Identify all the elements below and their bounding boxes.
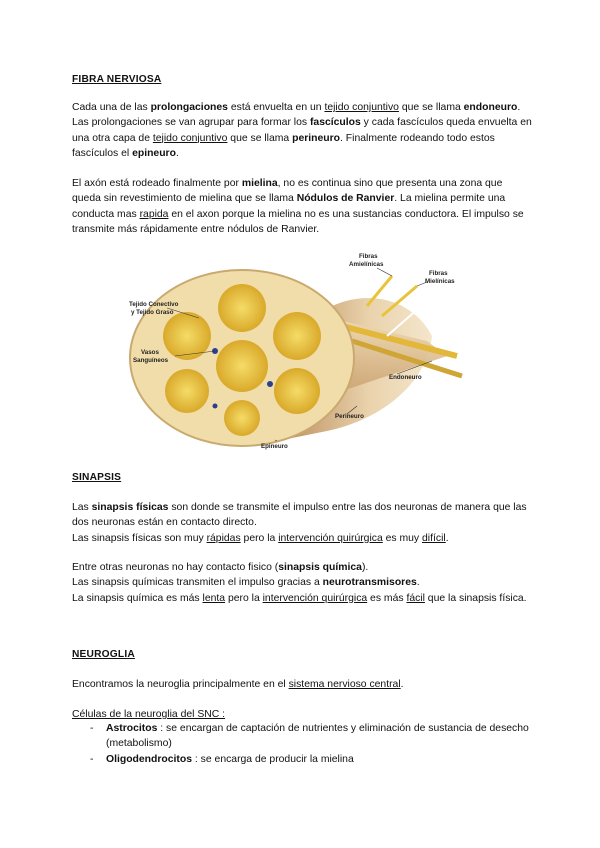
heading-neuroglia: NEUROGLIA [72, 649, 135, 660]
label-tejido-2: y Tejido Graso [131, 309, 174, 316]
underlined-term: tejido conjuntivo [152, 132, 228, 144]
text-run: Las [72, 502, 92, 513]
text-run: y cada fascículos queda envuelta en una otra capa de [72, 117, 532, 144]
fascicle [216, 340, 268, 392]
list-dash: - [90, 753, 94, 765]
blood-vessel [267, 381, 273, 387]
paragraph-sinapsis-1 [72, 500, 532, 546]
list-item-astrocitos [72, 721, 532, 752]
underlined-term: sistema nervioso central [288, 679, 401, 690]
label-fibras-mielinicas-2: Mielínicas [425, 278, 455, 285]
text-run: ). [361, 562, 369, 573]
bold-term: perineuro [292, 132, 341, 144]
label-vasos-1: Vasos [141, 349, 159, 356]
text-run: pero la [240, 532, 279, 544]
bold-term: sinapsis físicas [91, 502, 169, 513]
text-run: Las sinapsis químicas transmiten el impulso gracias a [72, 577, 323, 589]
neuroglia-cell-list [72, 721, 532, 767]
text-run: La sinapsis química es más [72, 592, 203, 604]
nerve-fiber-illustration [127, 246, 471, 454]
bold-term: fascículos [309, 117, 361, 129]
label-fibras-amielinicas-2: Amielínicas [349, 261, 384, 268]
heading-fibra-nerviosa: FIBRA NERVIOSA [72, 74, 162, 85]
desc-oligodendrocitos: : se encarga de producir la mielina [192, 753, 354, 765]
paragraph-fibra-2 [72, 176, 532, 237]
text-run: en el axon porque la mielina no es una sustancias conductora. El impulso se transmite más rápidamente entre nódulos de Ranvier. [72, 208, 524, 235]
text-run: que se llama [227, 132, 293, 144]
blood-vessel [213, 404, 218, 409]
label-vasos-2: Sanguíneos [133, 357, 169, 364]
fascicle [218, 284, 266, 332]
text-run: Entre otras neuronas no hay contacto fisico ( [72, 562, 279, 573]
text-run: pero la [225, 592, 263, 604]
bold-term: prolongaciones [150, 102, 228, 113]
text-run: está envuelta en un [227, 102, 325, 113]
bold-term: Nódulos de Ranvier [296, 193, 395, 205]
text-run: . [445, 532, 449, 544]
bold-term: mielina [241, 178, 278, 189]
underlined-term: intervención quirúrgica [278, 532, 383, 544]
desc-astrocitos: : se encargan de captación de nutrientes y eliminación de sustancia de desecho (metabolismo) [106, 723, 529, 750]
term-oligodendrocitos: Oligodendrocitos [106, 753, 193, 765]
heading-sinapsis: SINAPSIS [72, 472, 122, 483]
label-tejido-1: Tejido Conectivo [129, 301, 179, 308]
text-run: . Finalmente rodeando todo estos fascículos el [72, 132, 495, 159]
label-endoneuro: Endoneuro [389, 374, 422, 381]
text-run: que la sinapsis física. [424, 592, 527, 604]
underlined-term: tejido conjuntivo [324, 102, 399, 113]
text-run: es muy [382, 532, 423, 544]
bold-term: neurotransmisores [322, 577, 417, 589]
label-fibras-mielinicas-1: Fibras [429, 270, 448, 277]
paragraph-neuroglia-1 [72, 677, 532, 692]
bold-term: epineuro [132, 147, 176, 159]
bold-term: endoneuro [463, 102, 518, 113]
underlined-term: rápidas [206, 532, 241, 544]
text-run: son donde se transmite el impulso entre las dos neuronas de manera que las dos neuronas están en contacto directo. [72, 502, 527, 529]
text-run: . [416, 577, 420, 589]
label-epineuro: Epineuro [261, 443, 288, 450]
fascicle [165, 369, 209, 413]
list-item-oligodendrocitos [72, 752, 532, 767]
text-run: . La mielina permite una conducta mas [72, 193, 506, 220]
fascicle [274, 368, 320, 414]
label-perineuro: Perineuro [335, 413, 364, 420]
list-dash: - [90, 723, 94, 734]
text-run: . Las prolongaciones se van agrupar para formar los [72, 102, 521, 129]
text-run: El axón está rodeado finalmente por [72, 178, 242, 189]
bold-term: sinapsis química [278, 562, 362, 573]
fascicle [273, 312, 321, 360]
text-run: . [400, 679, 404, 690]
subheading-celulas-snc: Células de la neuroglia del SNC : [72, 709, 226, 720]
term-astrocitos: Astrocitos [106, 723, 158, 734]
text-run: Encontramos la neuroglia principalmente en el [72, 679, 289, 690]
label-fibras-amielinicas-1: Fibras [359, 253, 378, 260]
underlined-term: difícil [422, 532, 446, 544]
underlined-term: lenta [202, 592, 226, 604]
paragraph-fibra-1 [72, 100, 532, 161]
underlined-term: rapida [139, 208, 169, 220]
text-run: es más [367, 592, 407, 604]
underlined-term: intervención quirúrgica [262, 592, 368, 604]
text-run: que se llama [398, 102, 464, 113]
fascicle [224, 400, 260, 436]
text-run: , no es continua sino que presenta una zona que queda sin revestimiento de mielina que se llama [72, 178, 503, 205]
text-run: . [175, 147, 179, 159]
paragraph-sinapsis-2 [72, 560, 532, 606]
underlined-term: fácil [406, 592, 425, 604]
text-run: Las sinapsis físicas son muy [72, 532, 207, 544]
fascicle [163, 312, 211, 360]
text-run: Cada una de las [72, 102, 151, 113]
